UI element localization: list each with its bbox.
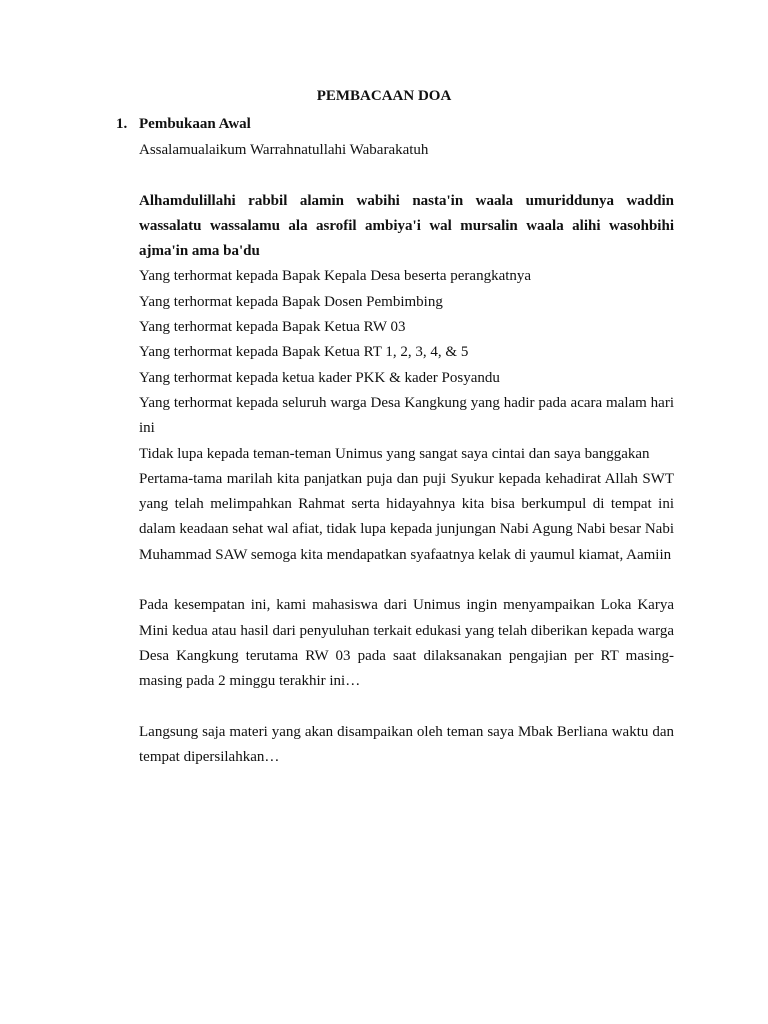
greeting-line: Yang terhormat kepada Bapak Ketua RT 1, 2, 3, 4, & 5 <box>139 344 469 361</box>
section-heading-text: Pembukaan Awal <box>139 116 251 132</box>
greeting-line: Tidak lupa kepada teman-teman Unimus yang sangat saya cintai dan saya banggakan <box>139 445 650 462</box>
section-heading <box>116 114 251 134</box>
syukur-paragraph: Pertama-tama marilah kita panjatkan puja dan puji Syukur kepada kehadirat Allah SWT yang telah melimpahkan Rahmat serta hidayahnya kita bisa berkumpul di tempat ini dalam keadaan sehat wal afiat, tidak lupa kepada junjungan Nabi Agung Nabi besar Nabi Muhammad SAW semoga kita mendapatkan syafaatnya kelak di yaumul kiamat, Aamiin <box>139 470 674 563</box>
hamdalah-paragraph: Alhamdulillahi rabbil alamin wabihi nasta'in waala umuriddunya waddin wassalatu wassalamu ala asrofil ambiya'i wal mursalin waala alihi wasohbihi ajma'in ama ba'du <box>139 192 674 260</box>
blank-line <box>139 568 674 593</box>
document-title: PEMBACAAN DOA <box>316 88 452 104</box>
blank-line <box>139 163 674 188</box>
section-number: 1. <box>116 116 128 132</box>
salam-paragraph: Assalamualaikum Warrahnatullahi Wabarakatuh <box>139 142 429 158</box>
penutup-paragraph: Langsung saja materi yang akan disampaikan oleh teman saya Mbak Berliana waktu dan tempat dipersilahkan… <box>139 723 674 766</box>
blank-line <box>139 695 674 720</box>
greeting-line: Yang terhormat kepada Bapak Kepala Desa beserta perangkatnya <box>139 268 532 285</box>
greeting-line: Yang terhormat kepada ketua kader PKK & kader Posyandu <box>139 369 500 386</box>
document-body <box>139 138 674 770</box>
kesempatan-paragraph: Pada kesempatan ini, kami mahasiswa dari Unimus ingin menyampaikan Loka Karya Mini kedua atau hasil dari penyuluhan terkait edukasi yang telah diberikan kepada warga Desa Kangkung terutama RW 03 pada saat dilaksanakan pengajian per RT masing-masing pada 2 minggu terakhir ini… <box>139 597 674 690</box>
greeting-line: Yang terhormat kepada Bapak Dosen Pembimbing <box>139 293 443 310</box>
greeting-line: Yang terhormat kepada Bapak Ketua RW 03 <box>139 319 406 336</box>
greeting-line: Yang terhormat kepada seluruh warga Desa Kangkung yang hadir pada acara malam hari ini <box>139 394 674 437</box>
